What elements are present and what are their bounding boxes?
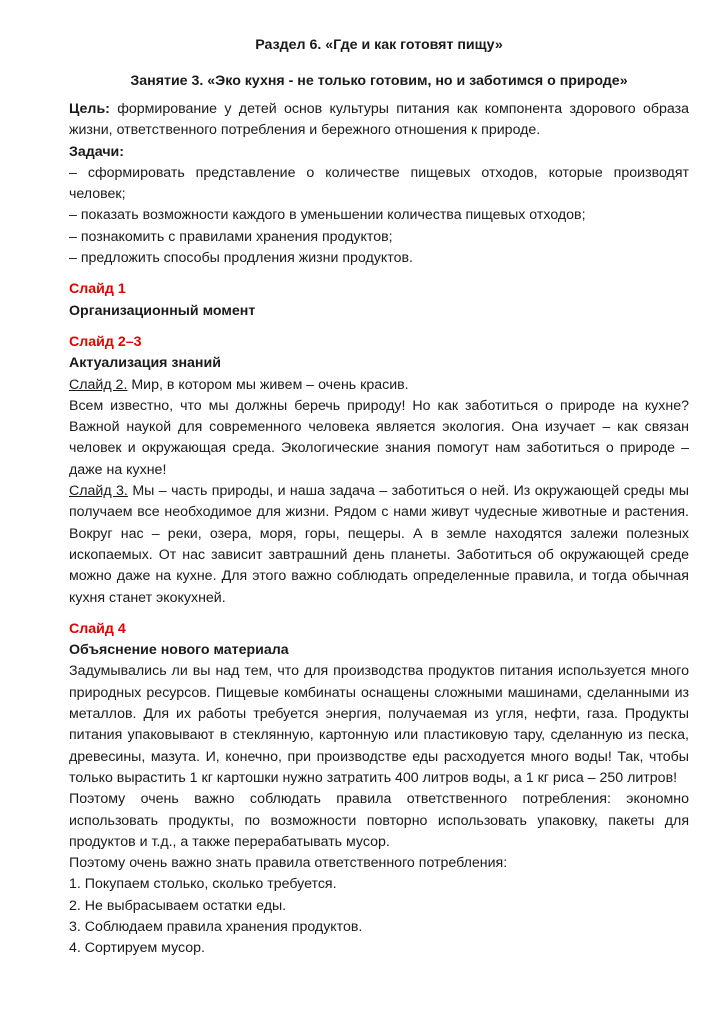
lesson-title: Занятие 3. «Эко кухня - не только готовим, но и заботимся о природе» [130, 73, 628, 89]
goal-paragraph [69, 99, 689, 142]
slide-3-text: Мы – часть природы, и наша задача – заботиться о ней. Из окружающей среды мы получаем все необходимое для жизни. Рядом с нами живут чудесные животные и растения. Вокруг нас – реки, озера, моря, горы, пещеры. А в земле находятся залежи полезных ископаемых. От нас зависит завтрашний день планеты. Заботиться об окружающей среде можно даже на кухне. Для этого важно соблюдать определенные правила, и тогда обычная кухня станет экокухней. [69, 483, 689, 606]
slide-4-para-2: Поэтому очень важно соблюдать правила ответственного потребления: экономно использовать продукты, по возможности повторно использовать упаковку, пакеты для продуктов и т.д., а также перерабатывать мусор. [69, 791, 689, 850]
slide-1-label: Слайд 1 [69, 281, 126, 298]
task-item: – показать возможности каждого в уменьшении количества пищевых отходов; [69, 207, 586, 224]
slide-2-text: Мир, в котором мы живем – очень красив. [127, 376, 409, 393]
goal-text: формирование у детей основ культуры питания как компонента здорового образа жизни, ответственного потребления и бережного отношения к природе. [69, 101, 689, 139]
section-title: Раздел 6. «Где и как готовят пищу» [255, 37, 503, 53]
goal-label: Цель: [69, 101, 110, 117]
document-page [69, 35, 689, 960]
tasks-label: Задачи: [69, 143, 125, 160]
task-item: – познакомить с правилами хранения продуктов; [69, 228, 393, 245]
rule-item: 3. Соблюдаем правила хранения продуктов. [69, 918, 363, 935]
slide-4-heading: Объяснение нового материала [69, 642, 289, 659]
slide-2-paragraph [69, 375, 689, 396]
slide-2-body: Всем известно, что мы должны беречь природу! Но как заботиться о природе на кухне? Важной наукой для современного человека является экология. Она изучает – как связан человек и окружающая среда. Экологические знания помогут нам заботиться о природе – даже на кухне! [69, 397, 689, 478]
slide-4-para-3: Поэтому очень важно знать правила ответственного потребления: [69, 855, 508, 872]
rule-item: 1. Покупаем столько, сколько требуется. [69, 876, 337, 893]
slide-3-paragraph [69, 481, 689, 609]
slide-3-ref: Слайд 3. [69, 483, 128, 500]
task-item: – предложить способы продления жизни продуктов. [69, 250, 413, 267]
slide-4-label: Слайд 4 [69, 620, 126, 637]
slide-1-heading: Организационный момент [69, 302, 256, 319]
rule-item: 4. Сортируем мусор. [69, 940, 205, 957]
slide-2-3-heading: Актуализация знаний [69, 355, 221, 372]
slide-2-3-label: Слайд 2–3 [69, 333, 142, 350]
rule-item: 2. Не выбрасываем остатки еды. [69, 897, 287, 914]
task-item: – сформировать представление о количестве пищевых отходов, которые производят человек; [69, 164, 689, 203]
slide-4-para-1: Задумывались ли вы над тем, что для производства продуктов питания используется много природных ресурсов. Пищевые комбинаты оснащены сложными машинами, сделанными из металлов. Для их работы требуется энергия, получаемая из угля, нефти, газа. Продукты питания упаковывают в стеклянную, картонную или пластиковую тару, сделанную из песка, древесины, мазута. И, конечно, при производстве еды расходуется много воды! Так, чтобы только вырастить 1 кг картошки нужно затратить 400 литров воды, а 1 кг риса – 250 литров! [69, 663, 689, 786]
slide-2-ref: Слайд 2. [69, 376, 128, 393]
